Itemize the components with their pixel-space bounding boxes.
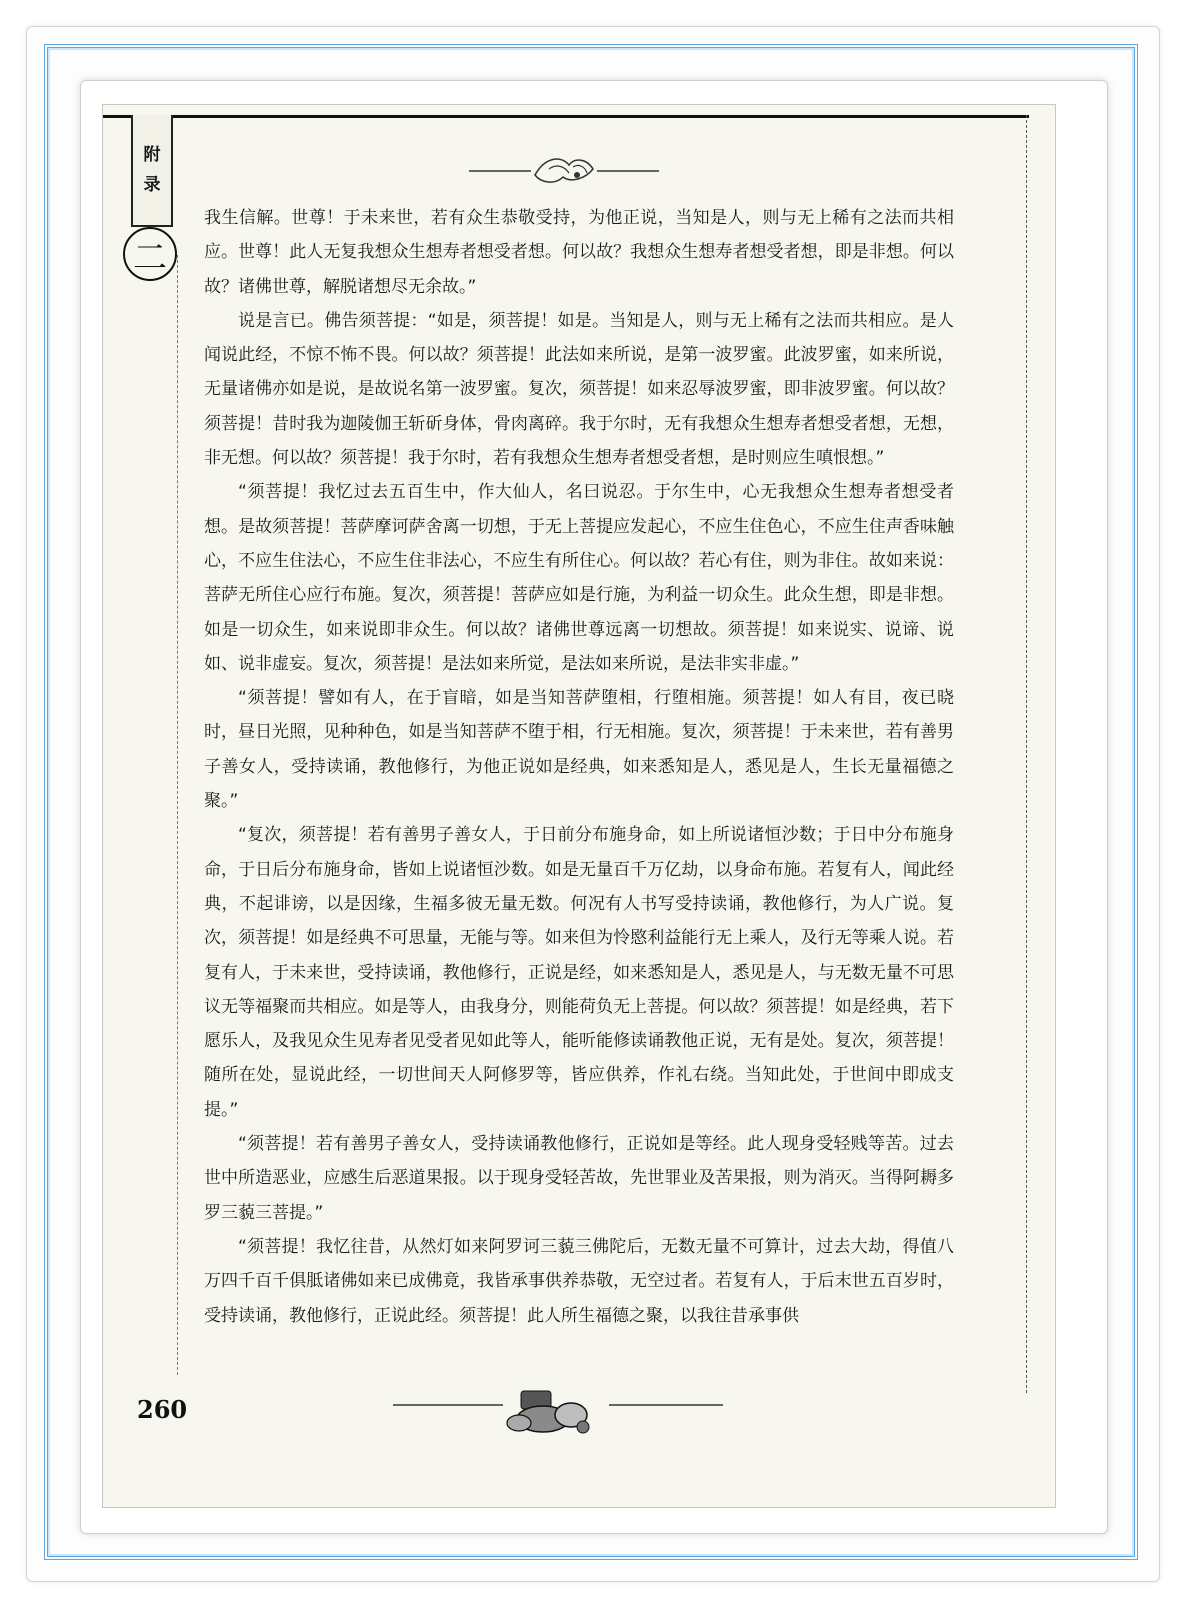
footer-ornament-icon	[393, 1385, 723, 1439]
section-tab-char-1: 附	[143, 145, 161, 165]
paragraph: 说是言已。佛告须菩提：“如是，须菩提！如是。当知是人，则与无上稀有之法而共相应。是人闻说此经，不惊不怖不畏。何以故？须菩提！此法如来所说，是第一波罗蜜。此波罗蜜，如来所说，无量诸佛亦如是说，是故说名第一波罗蜜。复次，须菩提！如来忍辱波罗蜜，即非波罗蜜。何以故？须菩提！昔时我为迦陵伽王斩斫身体，骨肉离碎。我于尔时，无有我想众生想寿者想受者想，无想，非无想。何以故？须菩提！我于尔时，若有我想众生想寿者想受者想，是时则应生嗔恨想。”	[204, 310, 954, 469]
section-tab-char-2: 录	[143, 175, 161, 195]
paragraph: “须菩提！我忆往昔，从然灯如来阿罗诃三藐三佛陀后，无数无量不可算计，过去大劫，得值八万四千百千俱胝诸佛如来已成佛竟，我皆承事供养恭敬，无空过者。若复有人，于后末世五百岁时，受持读诵，教他修行，正说此经。须菩提！此人所生福德之聚，以我往昔承事供	[204, 1236, 954, 1326]
paragraph: “须菩提！譬如有人，在于盲暗，如是当知菩萨堕相，行堕相施。须菩提！如人有目，夜已晓时，昼日光照，见种种色，如是当知菩萨不堕于相，行无相施。复次，须菩提！于未来世，若有善男子善女人，受持读诵，教他修行，为他正说如是经典，如来悉知是人，悉见是人，生长无量福德之聚。”	[204, 688, 954, 812]
paragraph: “复次，须菩提！若有善男子善女人，于日前分布施身命，如上所说诸恒沙数；于日中分布施身命，于日后分布施身命，皆如上说诸恒沙数。如是无量百千万亿劫，以身命布施。若复有人，闻此经典，不起诽谤，以是因缘，生福多彼无量无数。何况有人书写受持读诵，教他修行，为人广说。复次，须菩提！如是经典不可思量，无能与等。如来但为怜愍利益能行无上乘人，及行无等乘人说。若复有人，于未来世，受持读诵，教他修行，正说是经，如来悉知是人，悉见是人，与无数无量不可思议无等福聚而共相应。如是等人，由我身分，则能荷负无上菩提。何以故？须菩提！如是经典，若下愿乐人，及我见众生见寿者见受者见如此等人，能听能修读诵教他正说，无有是处。复次，须菩提！随所在处，显说此经，一切世间天人阿修罗等，皆应供养，作礼右绕。当知此处，于世间中即成支提。”	[204, 825, 954, 1120]
page-number: 260	[137, 1395, 188, 1424]
section-tab	[131, 115, 173, 227]
paragraph: “须菩提！若有善男子善女人，受持读诵教他修行，正说如是等经。此人现身受轻贱等苦。过去世中所造恶业，应感生后恶道果报。以于现身受轻苦故，先世罪业及苦果报，则为消灭。当得阿耨多罗三藐三菩提。”	[204, 1134, 954, 1223]
body-text	[204, 201, 954, 1333]
scanned-page	[102, 104, 1056, 1508]
right-margin-rule	[1026, 115, 1027, 1393]
paragraph: “须菩提！我忆过去五百生中，作大仙人，名曰说忍。于尔生中，心无我想众生想寿者想受者想。是故须菩提！菩萨摩诃萨舍离一切想，于无上菩提应发起心，不应生住色心，不应生住声香味触心，不应生住法心，不应生住非法心，不应生有所住心。何以故？若心有住，则为非住。故如来说：菩萨无所住心应行布施。复次，须菩提！菩萨应如是行施，为利益一切众生。此众生想，即是非想。如是一切众生，如来说即非众生。何以故？诸佛世尊远离一切想故。须菩提！如来说实、说谛、说如、说非虚妄。复次，须菩提！是法如来所觉，是法如来所说，是法非实非虚。”	[204, 482, 954, 674]
chapter-mark: 二	[123, 227, 177, 281]
decorative-ornament-icon	[469, 149, 659, 193]
paragraph: 我生信解。世尊！于未来世，若有众生恭敬受持，为他正说，当知是人，则与无上稀有之法而共相应。世尊！此人无复我想众生想寿者想受者想。何以故？我想众生想寿者想受者想，即是非想。何以故？诸佛世尊，解脱诸想尽无余故。”	[204, 208, 954, 297]
header-rule	[103, 115, 1029, 118]
left-margin-rule	[177, 255, 178, 1375]
